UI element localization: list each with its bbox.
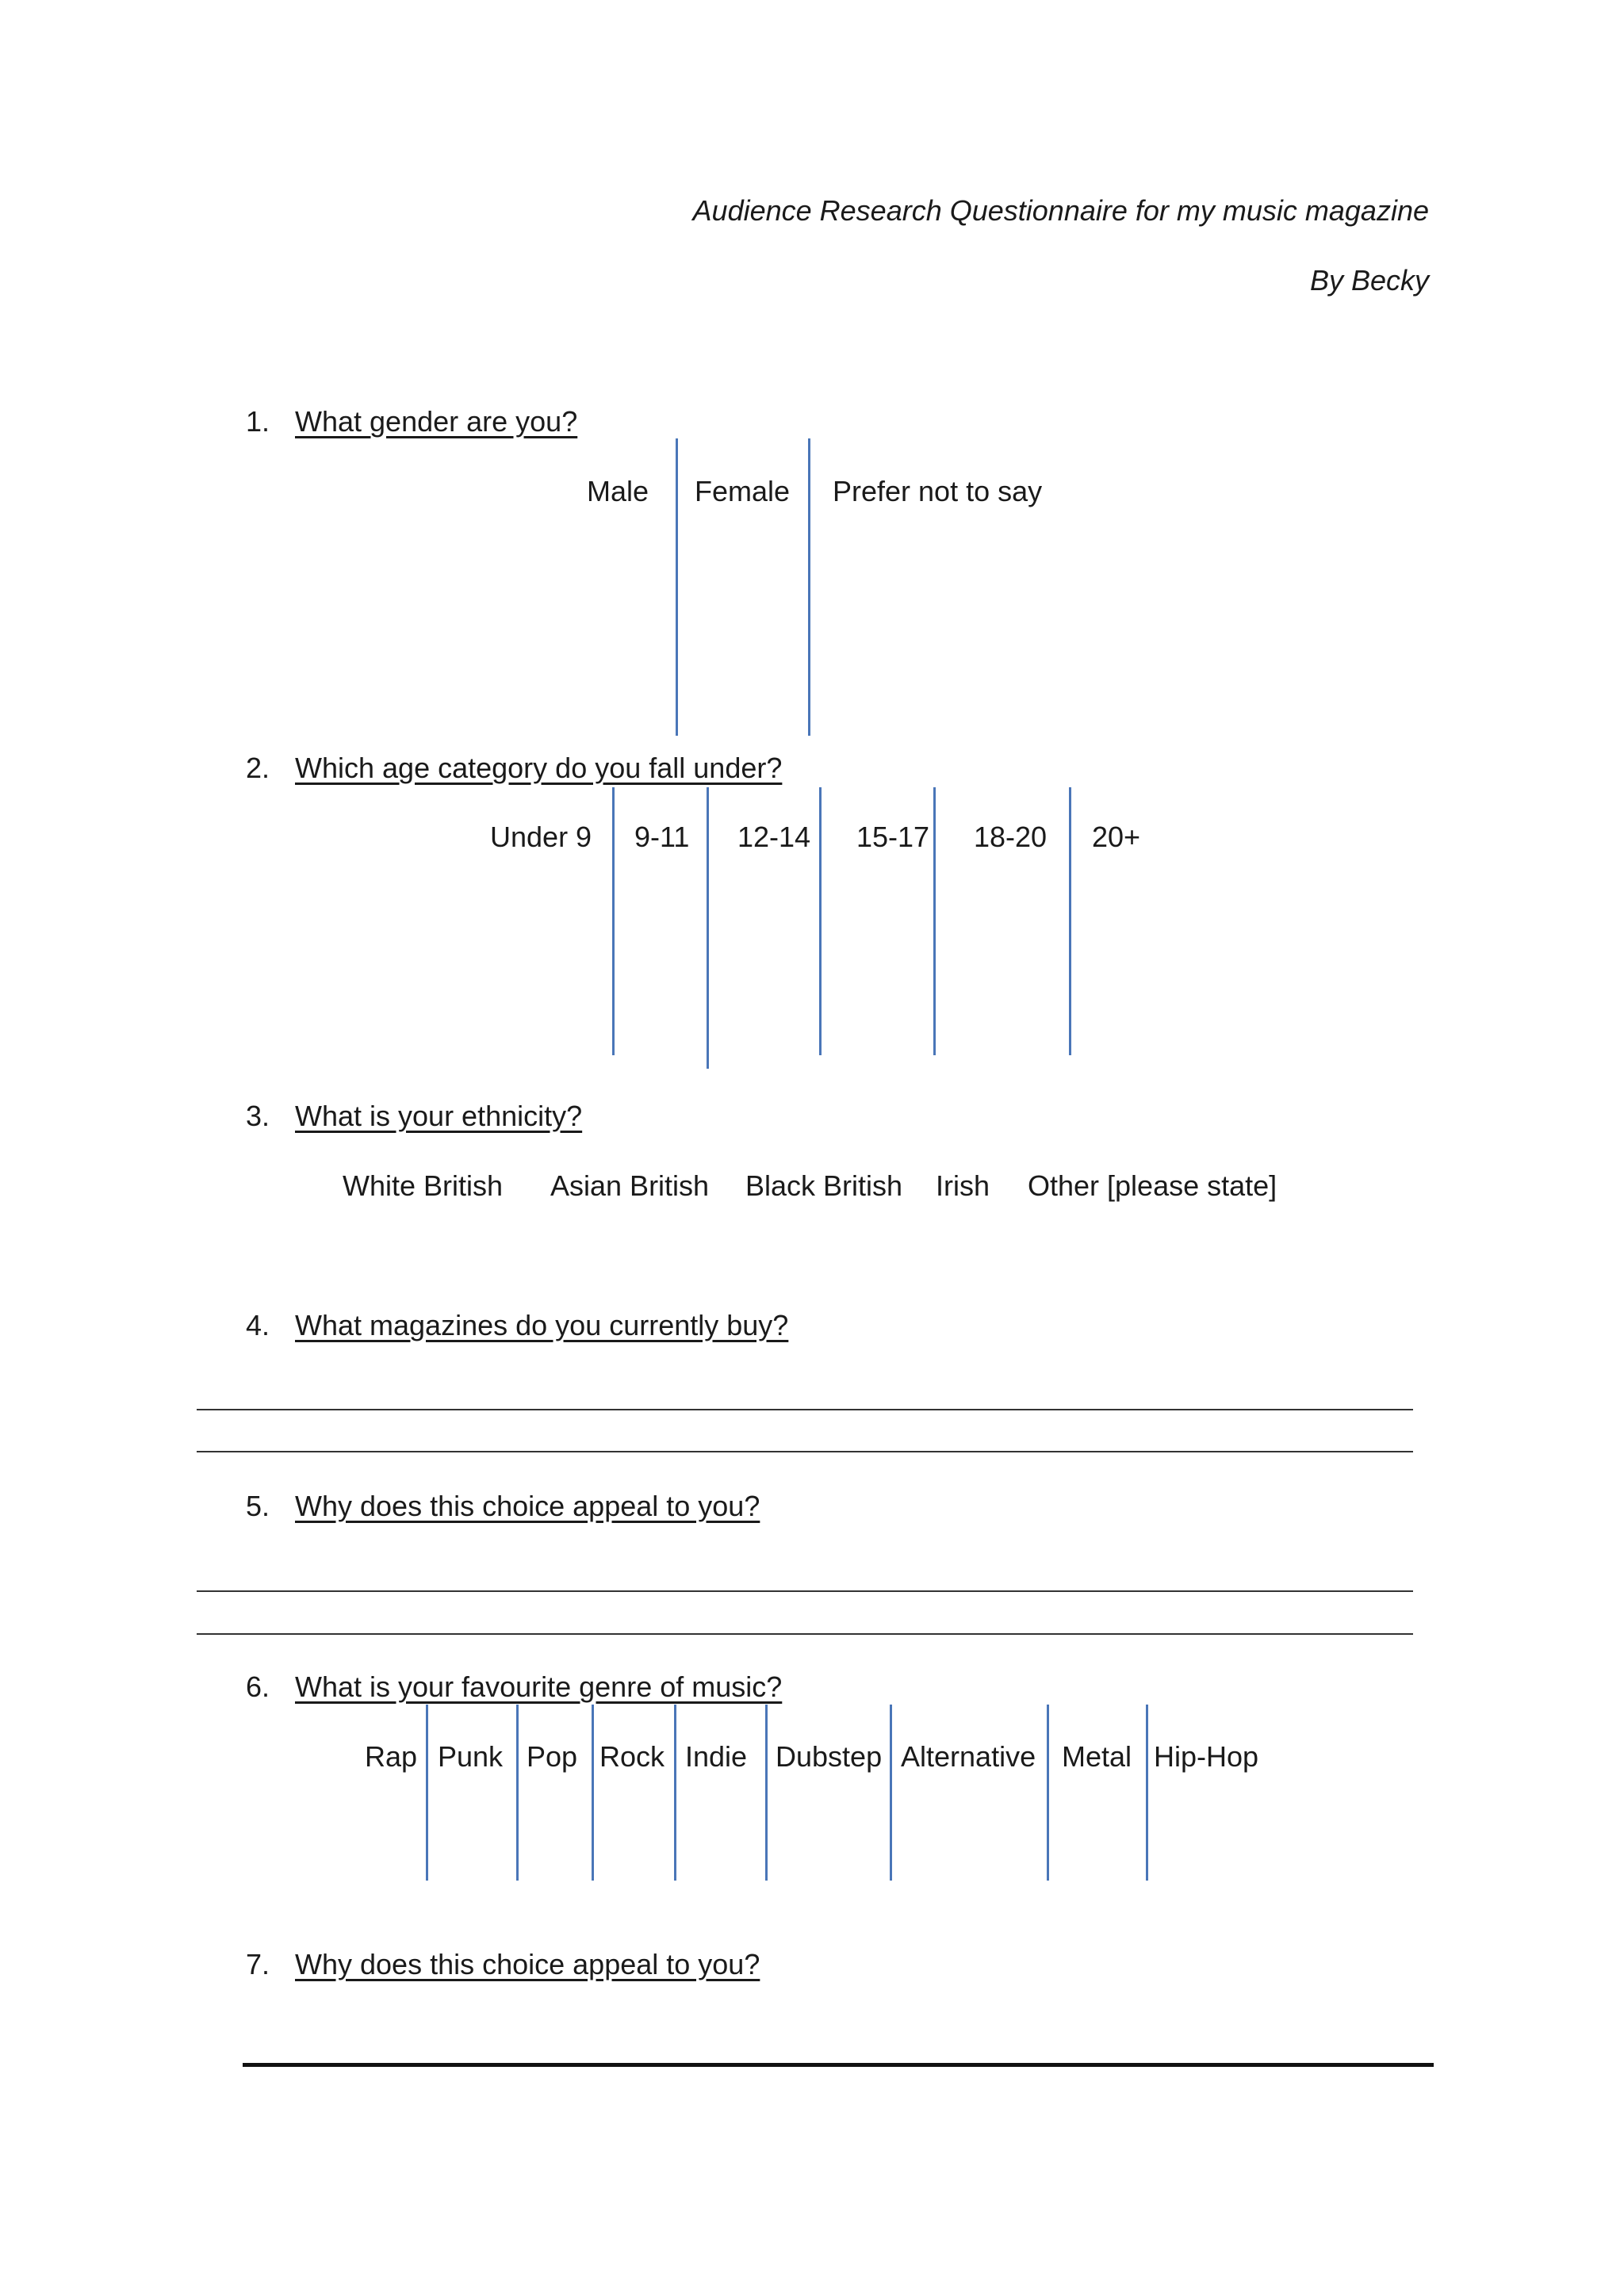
q6-divider bbox=[890, 1705, 892, 1881]
q7-answer-line[interactable] bbox=[243, 2063, 1434, 2067]
q4-answer-line[interactable] bbox=[197, 1409, 1413, 1410]
q6-divider bbox=[426, 1705, 428, 1881]
question-4-text: What magazines do you currently buy? bbox=[295, 1309, 789, 1341]
q1-divider bbox=[808, 438, 810, 736]
q4-answer-line[interactable] bbox=[197, 1451, 1413, 1452]
q2-option-under-9[interactable]: Under 9 bbox=[490, 821, 592, 853]
q6-option-pop[interactable]: Pop bbox=[527, 1740, 578, 1773]
question-3-text: What is your ethnicity? bbox=[295, 1100, 583, 1132]
q6-option-punk[interactable]: Punk bbox=[438, 1740, 504, 1773]
question-1-text: What gender are you? bbox=[295, 405, 578, 438]
q2-divider bbox=[933, 787, 936, 1055]
q6-option-dubstep[interactable]: Dubstep bbox=[776, 1740, 883, 1773]
q2-divider bbox=[819, 787, 822, 1055]
question-3-number: 3. bbox=[246, 1100, 270, 1132]
q6-divider bbox=[765, 1705, 768, 1881]
q2-option-9-11[interactable]: 9-11 bbox=[634, 821, 690, 853]
q6-divider bbox=[674, 1705, 676, 1881]
q6-option-hip-hop[interactable]: Hip-Hop bbox=[1154, 1740, 1259, 1773]
q1-option-female[interactable]: Female bbox=[695, 475, 791, 507]
q3-option-asian-british[interactable]: Asian British bbox=[550, 1169, 710, 1202]
document-title: Audience Research Questionnaire for my music magazine bbox=[692, 194, 1429, 227]
q1-divider bbox=[676, 438, 678, 736]
q6-option-rap[interactable]: Rap bbox=[365, 1740, 418, 1773]
q2-option-20-plus[interactable]: 20+ bbox=[1092, 821, 1141, 853]
q5-answer-line[interactable] bbox=[197, 1590, 1413, 1592]
q6-divider bbox=[1047, 1705, 1049, 1881]
q2-option-15-17[interactable]: 15-17 bbox=[856, 821, 930, 853]
question-7-number: 7. bbox=[246, 1948, 270, 1980]
q6-option-rock[interactable]: Rock bbox=[599, 1740, 665, 1773]
q6-divider bbox=[516, 1705, 519, 1881]
q2-divider bbox=[1069, 787, 1071, 1055]
q6-option-indie[interactable]: Indie bbox=[685, 1740, 748, 1773]
q3-option-white-british[interactable]: White British bbox=[343, 1169, 504, 1202]
q3-option-other[interactable]: Other [please state] bbox=[1028, 1169, 1277, 1202]
document-author: By Becky bbox=[1309, 264, 1429, 297]
q1-option-male[interactable]: Male bbox=[587, 475, 649, 507]
q6-divider bbox=[592, 1705, 594, 1881]
q1-option-prefer-not-to-say[interactable]: Prefer not to say bbox=[833, 475, 1043, 507]
q6-option-alternative[interactable]: Alternative bbox=[901, 1740, 1036, 1773]
q5-answer-line[interactable] bbox=[197, 1633, 1413, 1635]
q3-option-irish[interactable]: Irish bbox=[936, 1169, 990, 1202]
question-1-number: 1. bbox=[246, 405, 270, 438]
question-4-number: 4. bbox=[246, 1309, 270, 1341]
q6-option-metal[interactable]: Metal bbox=[1062, 1740, 1132, 1773]
question-5-text: Why does this choice appeal to you? bbox=[295, 1490, 760, 1522]
q2-option-12-14[interactable]: 12-14 bbox=[737, 821, 811, 853]
question-2-number: 2. bbox=[246, 752, 270, 784]
q6-divider bbox=[1146, 1705, 1148, 1881]
question-6-text: What is your favourite genre of music? bbox=[295, 1670, 783, 1703]
q2-divider bbox=[612, 787, 615, 1055]
question-6-number: 6. bbox=[246, 1670, 270, 1703]
question-5-number: 5. bbox=[246, 1490, 270, 1522]
question-7-text: Why does this choice appeal to you? bbox=[295, 1948, 760, 1980]
q2-divider bbox=[707, 787, 709, 1069]
q2-option-18-20[interactable]: 18-20 bbox=[974, 821, 1048, 853]
question-2-text: Which age category do you fall under? bbox=[295, 752, 783, 784]
q3-option-black-british[interactable]: Black British bbox=[745, 1169, 903, 1202]
